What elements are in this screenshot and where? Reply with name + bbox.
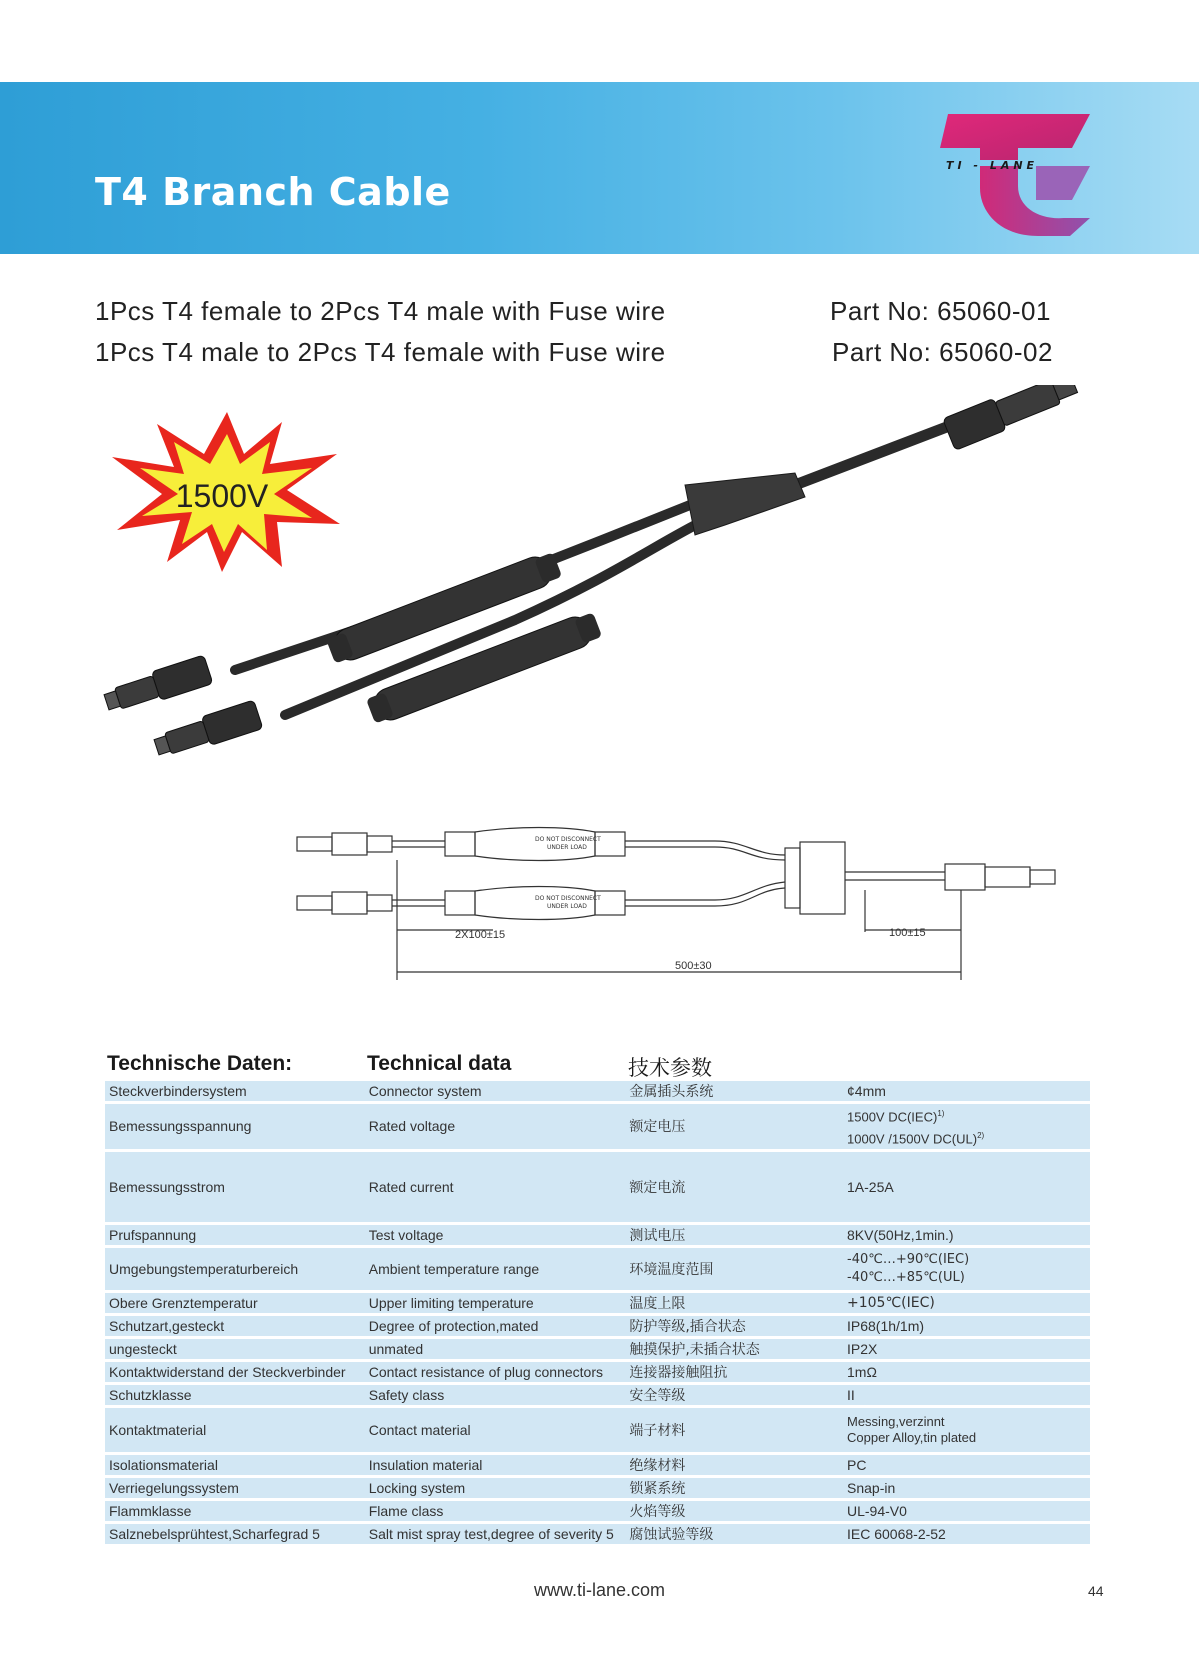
spec-value: -40℃…+90℃(IEC) -40℃…+85℃(UL)	[843, 1248, 1090, 1290]
spec-table	[105, 1078, 1090, 1547]
spec-header-en: Technical data	[367, 1052, 512, 1075]
table-row	[105, 1385, 1090, 1405]
spec-de: Kontaktwiderstand der Steckverbinder	[105, 1362, 365, 1382]
spec-en: Rated voltage	[365, 1104, 626, 1149]
spec-de: ungesteckt	[105, 1339, 365, 1359]
logo-text: TI - LANE	[946, 159, 1039, 172]
page-title: T4 Branch Cable	[95, 170, 451, 214]
table-row	[105, 1501, 1090, 1521]
dimension-drawing	[295, 820, 1125, 980]
table-row	[105, 1339, 1090, 1359]
spec-value: ¢4mm	[843, 1081, 1090, 1101]
spec-value: 1mΩ	[843, 1362, 1090, 1382]
spec-header-de: Technische Daten:	[107, 1052, 293, 1075]
spec-en: Upper limiting temperature	[365, 1293, 626, 1313]
part-no-2: Part No: 65060-02	[832, 337, 1053, 367]
table-row	[105, 1293, 1090, 1313]
spec-en: Contact material	[365, 1408, 626, 1452]
spec-de: Salznebelsprühtest,Scharfegrad 5	[105, 1524, 365, 1544]
table-row	[105, 1081, 1090, 1101]
spec-de: Schutzklasse	[105, 1385, 365, 1405]
spec-en: Flame class	[365, 1501, 626, 1521]
spec-value: PC	[843, 1455, 1090, 1475]
spec-zh: 环境温度范围	[625, 1248, 843, 1290]
product-desc-1: 1Pcs T4 female to 2Pcs T4 male with Fuse wire	[95, 296, 666, 326]
table-row	[105, 1225, 1090, 1245]
fuse-warning-1: DO NOT DISCONNECT	[535, 836, 601, 843]
spec-zh: 金属插头系统	[625, 1081, 843, 1101]
spec-zh: 锁紧系统	[625, 1478, 843, 1498]
spec-value: 8KV(50Hz,1min.)	[843, 1225, 1090, 1245]
spec-zh: 温度上限	[625, 1293, 843, 1313]
spec-de: Umgebungstemperaturbereich	[105, 1248, 365, 1290]
spec-en: Ambient temperature range	[365, 1248, 626, 1290]
spec-zh: 连接器接触阻抗	[625, 1362, 843, 1382]
spec-en: Contact resistance of plug connectors	[365, 1362, 626, 1382]
table-row	[105, 1455, 1090, 1475]
fuse-warning-2: UNDER LOAD	[547, 844, 587, 851]
spec-de: Bemessungsstrom	[105, 1152, 365, 1222]
spec-de: Prufspannung	[105, 1225, 365, 1245]
spec-zh: 触摸保护,未插合状态	[625, 1339, 843, 1359]
spec-de: Steckverbindersystem	[105, 1081, 365, 1101]
spec-zh: 绝缘材料	[625, 1455, 843, 1475]
table-row	[105, 1478, 1090, 1498]
spec-en: Connector system	[365, 1081, 626, 1101]
fuse-warning-3: DO NOT DISCONNECT	[535, 895, 601, 902]
spec-de: Schutzart,gesteckt	[105, 1316, 365, 1336]
spec-de: Bemessungsspannung	[105, 1104, 365, 1149]
spec-value: UL-94-V0	[843, 1501, 1090, 1521]
spec-en: Test voltage	[365, 1225, 626, 1245]
voltage-starburst-badge	[112, 412, 342, 572]
spec-zh: 测试电压	[625, 1225, 843, 1245]
spec-zh: 额定电流	[625, 1152, 843, 1222]
voltage-label: 1500V	[175, 478, 269, 514]
spec-zh: 火焰等级	[625, 1501, 843, 1521]
spec-en: unmated	[365, 1339, 626, 1359]
spec-de: Obere Grenztemperatur	[105, 1293, 365, 1313]
website-link[interactable]: www.ti-lane.com	[533, 1580, 666, 1600]
spec-zh: 额定电压	[625, 1104, 843, 1149]
spec-value: IP2X	[843, 1339, 1090, 1359]
spec-zh: 端子材料	[625, 1408, 843, 1452]
spec-de: Kontaktmaterial	[105, 1408, 365, 1452]
spec-de: Flammklasse	[105, 1501, 365, 1521]
spec-zh: 防护等级,插合状态	[625, 1316, 843, 1336]
dim-total: 500±30	[675, 960, 712, 972]
spec-value: Messing,verzinnt Copper Alloy,tin plated	[843, 1408, 1090, 1452]
dim-single: 100±15	[889, 927, 926, 939]
page-number: 44	[1088, 1583, 1104, 1599]
table-row	[105, 1152, 1090, 1222]
spec-en: Salt mist spray test,degree of severity 5	[365, 1524, 626, 1544]
spec-value: IEC 60068-2-52	[843, 1524, 1090, 1544]
table-row	[105, 1104, 1090, 1149]
spec-value: 1500V DC(IEC)$^{1)}$ 1000V /1500V DC(UL)$^{2)}$	[843, 1104, 1090, 1149]
spec-de: Isolationsmaterial	[105, 1455, 365, 1475]
fuse-warning-4: UNDER LOAD	[547, 903, 587, 910]
spec-value: IP68(1h/1m)	[843, 1316, 1090, 1336]
spec-en: Rated current	[365, 1152, 626, 1222]
spec-en: Degree of protection,mated	[365, 1316, 626, 1336]
dim-branch: 2X100±15	[455, 929, 506, 941]
spec-value: Snap-in	[843, 1478, 1090, 1498]
product-desc-2: 1Pcs T4 male to 2Pcs T4 female with Fuse wire	[95, 337, 666, 367]
spec-zh: 安全等级	[625, 1385, 843, 1405]
spec-value: +105℃(IEC)	[843, 1293, 1090, 1313]
part-no-1: Part No: 65060-01	[830, 296, 1051, 326]
spec-header-zh: 技术参数	[628, 1056, 712, 1080]
spec-en: Safety class	[365, 1385, 626, 1405]
spec-value: 1A-25A	[843, 1152, 1090, 1222]
table-row	[105, 1408, 1090, 1452]
ti-lane-logo	[940, 108, 1100, 240]
spec-value: II	[843, 1385, 1090, 1405]
spec-en: Locking system	[365, 1478, 626, 1498]
table-row	[105, 1248, 1090, 1290]
spec-en: Insulation material	[365, 1455, 626, 1475]
spec-zh: 腐蚀试验等级	[625, 1524, 843, 1544]
spec-de: Verriegelungssystem	[105, 1478, 365, 1498]
table-row	[105, 1524, 1090, 1544]
table-row	[105, 1362, 1090, 1382]
table-row	[105, 1316, 1090, 1336]
